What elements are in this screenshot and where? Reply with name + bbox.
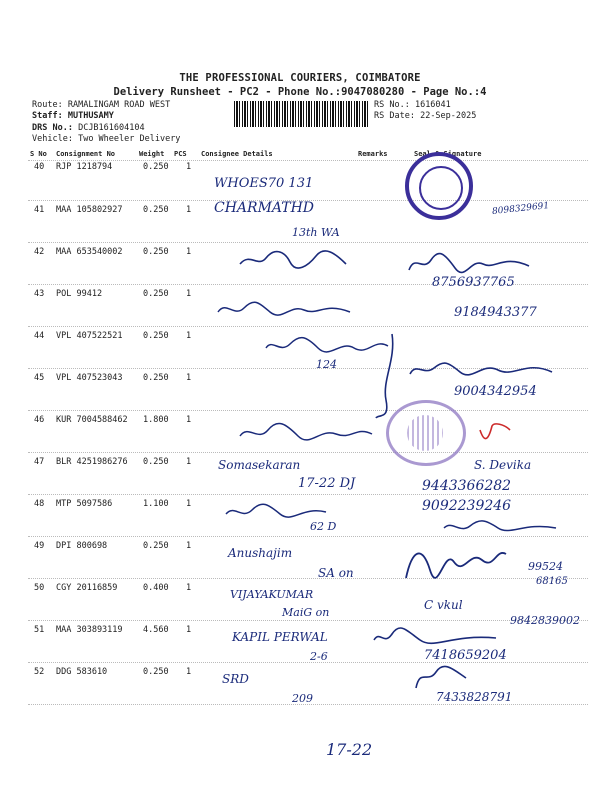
row-consignment: DPI 800698: [56, 541, 108, 551]
row-weight: 0.250: [143, 331, 169, 341]
row-sno: 47: [34, 457, 45, 467]
col-consignee: Consignee Details: [201, 150, 273, 158]
handwritten-note: SA on: [318, 566, 354, 580]
row-divider: [28, 494, 588, 495]
handwritten-note: SRD: [222, 672, 249, 686]
row-divider: [28, 326, 588, 327]
rs-no-label: RS No.:: [374, 100, 410, 110]
row-consignment: BLR 4251986276: [56, 457, 128, 467]
handwritten-signature-icon: [405, 250, 535, 276]
handwritten-note: KAPIL PERWAL: [232, 630, 328, 644]
handwritten-scribble-icon: [236, 246, 356, 274]
row-sno: 51: [34, 625, 45, 635]
handwritten-note: 124: [316, 358, 337, 371]
row-sno: 50: [34, 583, 45, 593]
row-sno: 52: [34, 667, 45, 677]
row-consignment: POL 99412: [56, 289, 103, 299]
handwritten-note: 209: [292, 692, 313, 705]
table-row: [0, 537, 600, 577]
handwritten-phone: 9443366282: [422, 478, 512, 494]
row-pcs: 1: [186, 415, 192, 425]
handwritten-phone: 9092239246: [422, 498, 512, 514]
handwritten-scribble-icon: [214, 298, 354, 320]
row-sno: 45: [34, 373, 45, 383]
col-pcs: PCS: [174, 150, 187, 158]
row-pcs: 1: [186, 499, 192, 509]
drs-label: DRS No.:: [32, 123, 73, 133]
vehicle-line: [32, 134, 180, 144]
row-sno: 46: [34, 415, 45, 425]
seal-emblem: [407, 415, 443, 451]
handwritten-phone: 9184943377: [454, 305, 537, 320]
row-pcs: 1: [186, 457, 192, 467]
row-consignment: KUR 7004588462: [56, 415, 128, 425]
drs-line: [32, 123, 145, 133]
staff-label: Staff:: [32, 111, 63, 121]
row-consignment: MAA 303893119: [56, 625, 123, 635]
handwritten-signature-icon: [406, 356, 556, 382]
vehicle-value: Two Wheeler Delivery: [78, 134, 181, 144]
handwritten-scribble-icon: [440, 516, 560, 536]
row-pcs: 1: [186, 289, 192, 299]
handwritten-phone: 68165: [536, 576, 568, 587]
handwritten-phone: 7418659204: [424, 648, 507, 663]
row-consignment: VPL 407522521: [56, 331, 123, 341]
handwritten-scribble-icon: [236, 420, 376, 446]
handwritten-note: MaiG on: [282, 606, 330, 619]
row-weight: 0.250: [143, 373, 169, 383]
rs-date-value: 22-Sep-2025: [420, 111, 477, 121]
row-divider: [28, 620, 588, 621]
handwritten-phone: 99524: [528, 560, 563, 573]
col-signature: Seal & Signature: [414, 150, 482, 158]
vehicle-label: Vehicle:: [32, 134, 73, 144]
row-pcs: 1: [186, 583, 192, 593]
handwritten-phone: 9842839002: [510, 614, 580, 627]
route-line: [32, 100, 170, 110]
staff-line: [32, 111, 114, 121]
row-consignment: DDG 583610: [56, 667, 108, 677]
row-pcs: 1: [186, 247, 192, 257]
handwritten-note: 2-6: [310, 650, 328, 663]
seal-inner-ring: [419, 166, 463, 210]
handwritten-phone: 8098329691: [491, 201, 550, 217]
row-consignment: MAA 653540002: [56, 247, 123, 257]
handwritten-note: VIJAYAKUMAR: [230, 588, 314, 601]
row-divider: [28, 452, 588, 453]
handwritten-note: CHARMATHD: [214, 200, 315, 216]
runsheet-subtitle: Delivery Runsheet - PC2 - Phone No.:9047080280 - Page No.:4: [113, 86, 487, 98]
row-consignment: MTP 5097586: [56, 499, 113, 509]
row-weight: 0.400: [143, 583, 169, 593]
handwritten-phone: 8756937765: [432, 275, 515, 290]
col-remarks: Remarks: [358, 150, 388, 158]
route-value: RAMALINGAM ROAD WEST: [67, 100, 171, 110]
row-weight: 0.250: [143, 247, 169, 257]
row-consignment: CGY 20116859: [56, 583, 118, 593]
barcode-icon: [234, 101, 370, 127]
staff-value: MUTHUSAMY: [67, 111, 114, 121]
handwritten-note: Somasekaran: [218, 458, 301, 472]
row-sno: 42: [34, 247, 45, 257]
row-pcs: 1: [186, 331, 192, 341]
rs-date-label: RS Date:: [374, 111, 415, 121]
col-weight: Weight: [139, 150, 165, 158]
row-weight: 0.250: [143, 205, 169, 215]
handwritten-note: WHOES70 131: [214, 176, 314, 191]
handwritten-note: 13th WA: [292, 226, 340, 239]
handwritten-note: 62 D: [310, 520, 337, 533]
row-consignment: VPL 407523043: [56, 373, 123, 383]
handwritten-signature-icon: [370, 626, 500, 648]
drs-value: DCJB161604104: [78, 123, 145, 133]
route-label: Route:: [32, 100, 63, 110]
row-sno: 41: [34, 205, 45, 215]
row-weight: 0.250: [143, 162, 169, 172]
row-divider: [28, 410, 588, 411]
handwritten-note: S. Devika: [474, 458, 532, 472]
row-pcs: 1: [186, 625, 192, 635]
row-pcs: 1: [186, 373, 192, 383]
col-consignment: Consignment No: [56, 150, 116, 158]
row-weight: 0.250: [143, 457, 169, 467]
handwritten-phone: 7433828791: [436, 690, 513, 704]
row-sno: 48: [34, 499, 45, 509]
row-weight: 0.250: [143, 667, 169, 677]
row-weight: 0.250: [143, 541, 169, 551]
rs-date-line: [374, 111, 476, 121]
handwritten-signature-icon: [400, 540, 510, 584]
company-title: THE PROFESSIONAL COURIERS, COIMBATORE: [179, 72, 421, 84]
row-sno: 44: [34, 331, 45, 341]
courier-seal-stamp: [405, 152, 473, 220]
handwritten-date: 17-22: [326, 740, 373, 759]
row-pcs: 1: [186, 667, 192, 677]
red-mark-icon: [474, 420, 514, 446]
row-weight: 1.100: [143, 499, 169, 509]
row-pcs: 1: [186, 205, 192, 215]
handwritten-phone: 9004342954: [454, 384, 537, 399]
row-weight: 1.800: [143, 415, 169, 425]
row-sno: 43: [34, 289, 45, 299]
row-pcs: 1: [186, 162, 192, 172]
row-sno: 49: [34, 541, 45, 551]
col-sno: S No: [30, 150, 47, 158]
handwritten-note: Anushajim: [228, 546, 293, 560]
row-divider: [28, 536, 588, 537]
rs-no-value: 1616041: [414, 100, 451, 110]
handwritten-note: 17-22 DJ: [298, 476, 356, 491]
handwritten-scribble-icon: [222, 500, 332, 522]
row-sno: 40: [34, 162, 45, 172]
rs-no-line: [374, 100, 451, 110]
row-consignment: RJP 1218794: [56, 162, 113, 172]
handwritten-note: C vkul: [424, 598, 463, 612]
row-consignment: MAA 105802927: [56, 205, 123, 215]
row-weight: 0.250: [143, 289, 169, 299]
row-divider: [28, 242, 588, 243]
row-pcs: 1: [186, 541, 192, 551]
row-weight: 4.560: [143, 625, 169, 635]
signature-stroke-icon: [372, 330, 402, 420]
